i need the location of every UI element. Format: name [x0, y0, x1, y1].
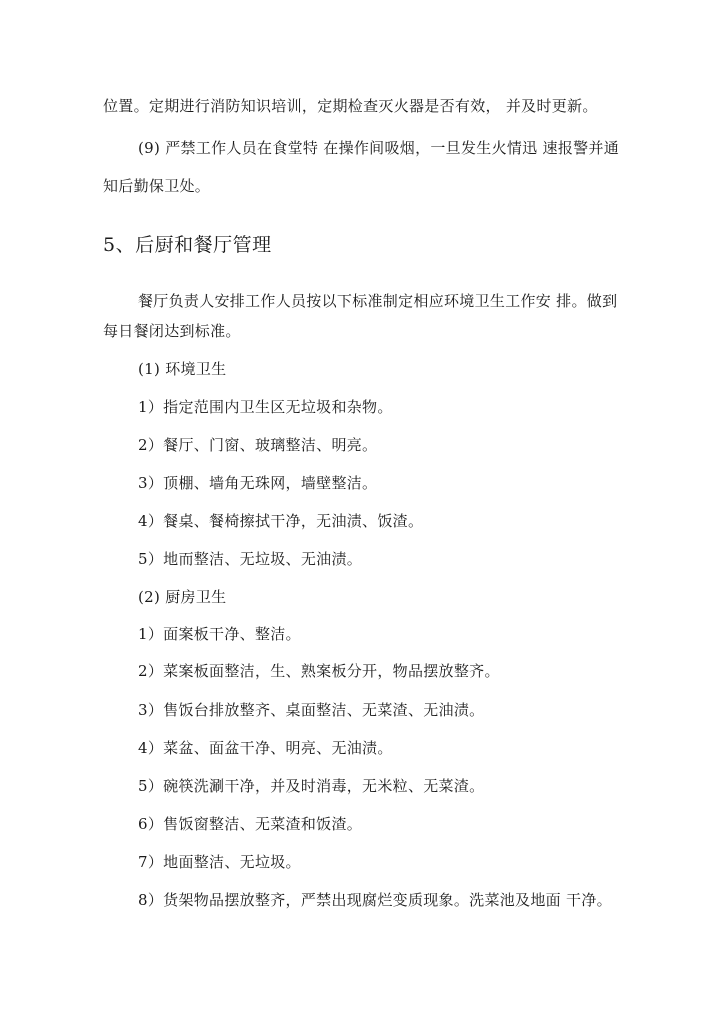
list-item: 4）餐桌、餐椅擦拭干净，无油渍、饭渣。	[138, 512, 424, 530]
section-heading: 5、后厨和餐厅管理	[103, 234, 272, 256]
list-item: 3）售饭台排放整齐、桌面整洁、无菜渣、无油渍。	[138, 701, 485, 719]
paragraph-line: 位置。定期进行消防知识培训，定期检查灭火器是否有效， 并及时更新。	[103, 97, 598, 115]
list-item: 8）货架物品摆放整齐，严禁出现腐烂变质现象。洗菜池及地面 干净。	[138, 891, 612, 909]
list-item: 1）指定范围内卫生区无垃圾和杂物。	[138, 398, 393, 416]
list-item: 2）餐厅、门窗、玻璃整洁、明亮。	[138, 436, 378, 454]
paragraph-line: (9) 严禁工作人员在食堂特 在操作间吸烟，一旦发生火情迅 速报警并通	[138, 139, 620, 157]
list-item: 6）售饭窗整洁、无菜渣和饭渣。	[138, 815, 363, 833]
subsection-title: (2) 厨房卫生	[138, 588, 227, 606]
list-item: 5）碗筷洗涮干净，并及时消毒，无米粒、无菜渣。	[138, 777, 485, 795]
list-item: 1）面案板干净、整洁。	[138, 625, 301, 643]
list-item: 4）菜盆、面盆干净、明亮、无油渍。	[138, 739, 393, 757]
list-item: 2）菜案板面整洁，生、熟案板分开，物品摆放整齐。	[138, 662, 500, 680]
list-item: 5）地而整洁、无垃圾、无油渍。	[138, 550, 363, 568]
list-item: 3）顶棚、墙角无珠网，墙壁整洁。	[138, 474, 378, 492]
subsection-title: (1) 环境卫生	[138, 360, 227, 378]
paragraph-line: 餐厅负责人安排工作人员按以下标准制定相应环境卫生工作安 排。做到	[138, 292, 618, 310]
list-item: 7）地面整洁、无垃圾。	[138, 853, 301, 871]
paragraph-line: 知后勤保卫处。	[103, 177, 211, 195]
paragraph-line: 每日餐闭达到标准。	[103, 322, 241, 340]
